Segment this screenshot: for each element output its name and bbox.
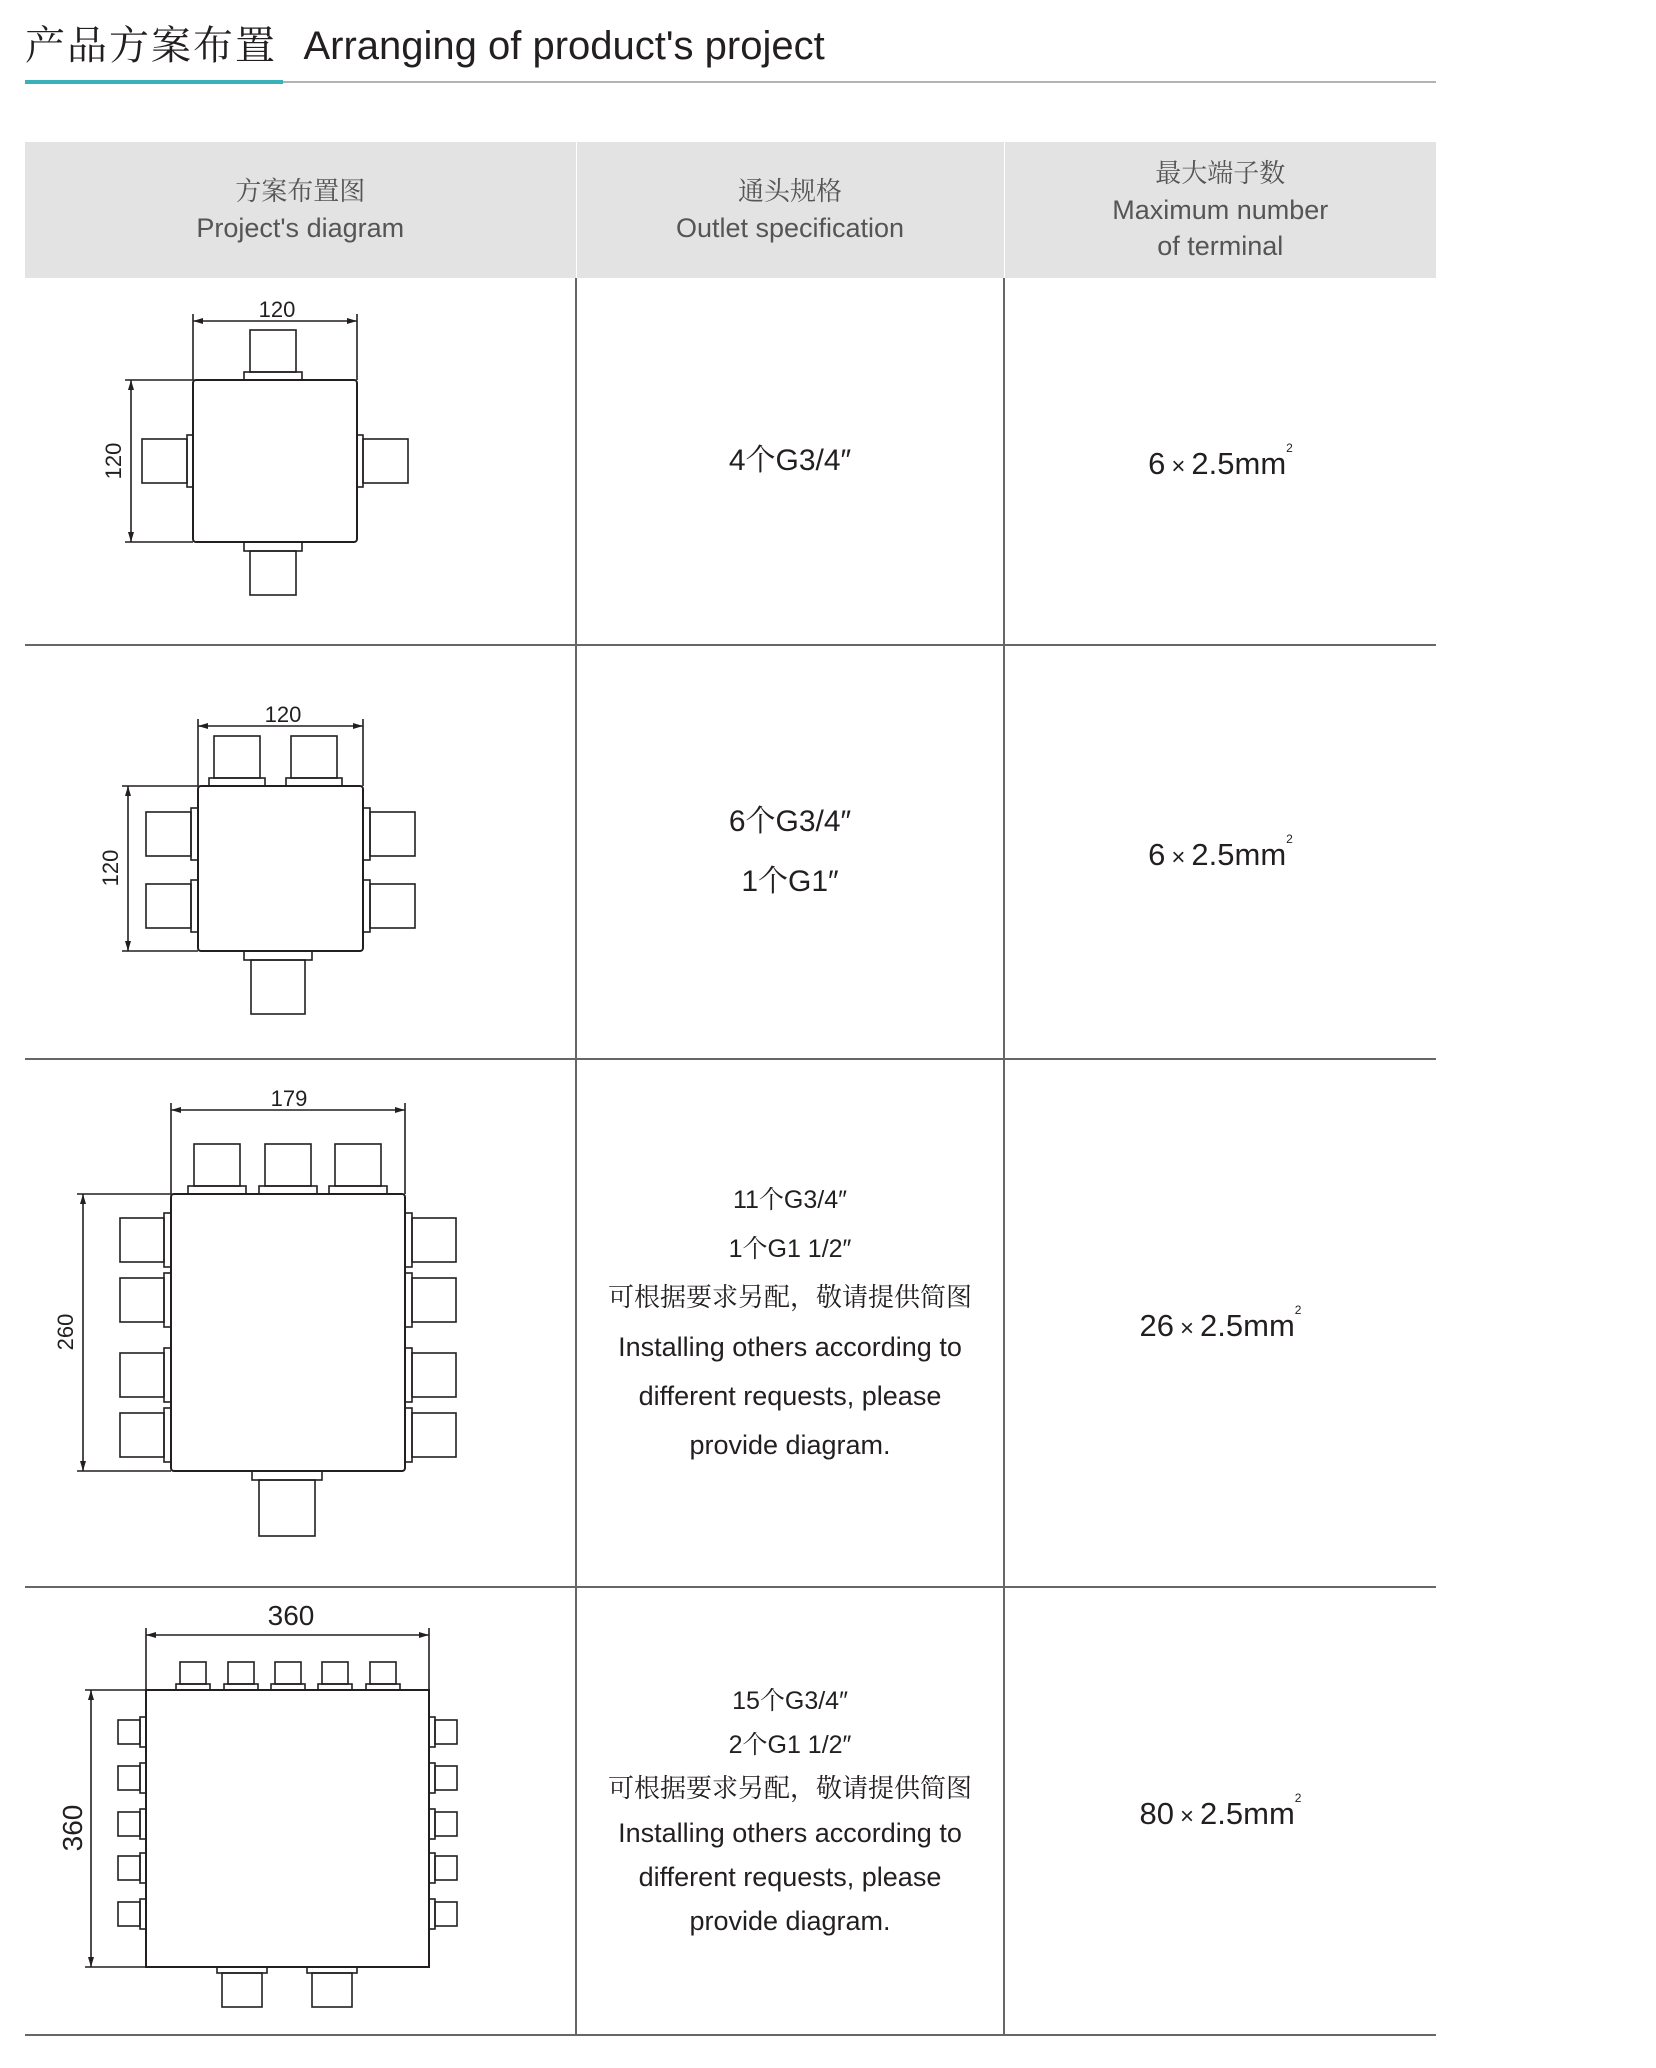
outlet-spec-cell <box>576 278 1004 645</box>
custom-note-en: provide diagram. <box>689 1430 891 1460</box>
squared-superscript: 2 <box>1294 1302 1302 1317</box>
times-sign: × <box>1180 1314 1195 1342</box>
outlet-spec: 4个G3/4″ <box>728 444 852 477</box>
custom-note-en: provide diagram. <box>689 1906 891 1936</box>
times-sign: × <box>1180 1802 1195 1830</box>
terminal-quantity: 80 <box>1139 1795 1175 1831</box>
table-row <box>25 1059 1436 1587</box>
table-row <box>25 278 1436 645</box>
terminal-size: 2.5mm <box>1200 1795 1295 1831</box>
column-header-cn: 最大端子数 <box>1155 159 1286 189</box>
junction-box-diagram-7-outlets <box>25 646 576 1058</box>
table-row <box>25 645 1436 1059</box>
custom-note-en: Installing others according to <box>618 1332 962 1362</box>
junction-box-diagram-17-outlets <box>25 1588 576 2034</box>
terminal-size: 2.5mm <box>1191 836 1287 872</box>
outlet-spec-cell <box>576 1587 1004 2035</box>
width-dimension-label: 179 <box>270 1086 308 1111</box>
height-dimension-label: 260 <box>53 1313 78 1351</box>
squared-superscript: 2 <box>1286 440 1293 455</box>
custom-note-en: different requests, please <box>638 1381 942 1411</box>
terminal-count <box>1139 1790 1302 1831</box>
terminal-cell <box>1004 645 1436 1059</box>
custom-note-en: different requests, please <box>638 1862 942 1892</box>
outlet-spec-cell <box>576 645 1004 1059</box>
width-dimension-label: 120 <box>264 702 302 727</box>
terminal-size: 2.5mm <box>1191 445 1287 481</box>
junction-box-diagram-12-outlets <box>25 1060 576 1586</box>
column-header-terminal <box>1004 142 1436 278</box>
column-header-cn: 通头规格 <box>737 177 842 207</box>
squared-superscript: 2 <box>1294 1790 1302 1805</box>
diagram-cell <box>25 645 576 1059</box>
width-dimension-label: 120 <box>258 297 296 322</box>
project-arrangement-table <box>25 142 1436 2036</box>
column-header-en: Outlet specification <box>675 213 905 243</box>
custom-note-en: Installing others according to <box>618 1818 962 1848</box>
table-header-row <box>25 142 1436 278</box>
title-accent-bar <box>25 80 283 84</box>
column-header-en-line2: of terminal <box>1157 231 1284 261</box>
page-title-cn: 产品方案布置 <box>25 23 277 69</box>
terminal-quantity: 6 <box>1148 836 1166 872</box>
outlet-spec: 11个G3/4″ <box>732 1186 847 1214</box>
height-dimension-label: 360 <box>57 1804 88 1852</box>
terminal-cell <box>1004 1587 1436 2035</box>
height-dimension-label: 120 <box>98 849 123 887</box>
outlet-spec: 2个G1 1/2″ <box>728 1731 852 1759</box>
terminal-count <box>1139 1302 1302 1343</box>
junction-box-diagram-4-outlets <box>25 278 576 644</box>
terminal-count <box>1148 440 1293 481</box>
outlet-spec-cell <box>576 1059 1004 1587</box>
outlet-spec: 6个G3/4″ <box>728 805 852 838</box>
width-dimension-label: 360 <box>267 1600 315 1631</box>
terminal-size: 2.5mm <box>1200 1307 1295 1343</box>
column-header-en: Project's diagram <box>196 213 405 243</box>
column-header-diagram <box>25 142 576 278</box>
diagram-cell <box>25 278 576 645</box>
column-header-cn: 方案布置图 <box>235 177 366 207</box>
diagram-cell <box>25 1587 576 2035</box>
outlet-spec: 15个G3/4″ <box>732 1687 848 1715</box>
terminal-quantity: 6 <box>1148 445 1166 481</box>
terminal-cell <box>1004 278 1436 645</box>
page-title <box>25 14 825 74</box>
outlet-spec: 1个G1″ <box>741 865 839 898</box>
column-header-en: Maximum number <box>1112 195 1329 225</box>
custom-note-cn: 可根据要求另配，敬请提供简图 <box>607 1774 972 1804</box>
diagram-cell <box>25 1059 576 1587</box>
times-sign: × <box>1171 843 1186 871</box>
outlet-spec: 1个G1 1/2″ <box>728 1235 852 1263</box>
column-header-outlet <box>576 142 1004 278</box>
terminal-quantity: 26 <box>1139 1307 1175 1343</box>
custom-note-cn: 可根据要求另配，敬请提供简图 <box>607 1283 972 1313</box>
squared-superscript: 2 <box>1286 831 1293 846</box>
page-title-en: Arranging of product's project <box>303 24 825 68</box>
terminal-cell <box>1004 1059 1436 1587</box>
times-sign: × <box>1171 452 1186 480</box>
table-row <box>25 1587 1436 2035</box>
height-dimension-label: 120 <box>101 442 126 480</box>
terminal-count <box>1148 831 1293 872</box>
